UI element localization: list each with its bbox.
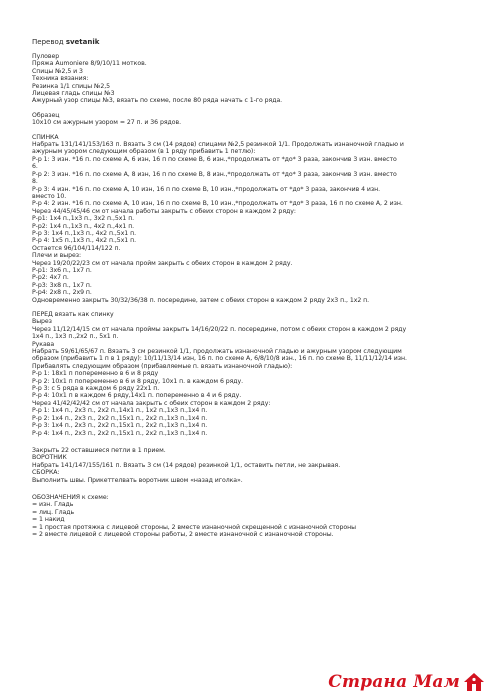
- text-line: вместо 10.: [32, 192, 67, 200]
- text-line: Через 11/12/14/15 см от начала проймы закрыть 14/16/20/22 п. посередине, потом с обеих сторон в каждом 2 ряду: [32, 325, 407, 333]
- text-line: Рукава: [32, 340, 55, 348]
- text-line: ПЕРЕД вязать как спинку: [32, 311, 114, 318]
- text-line: Резинка 1/1 спицы №2,5: [32, 82, 111, 90]
- text-line: Р-р 3: 1х4 п.,1х3 п., 4х2 п.,5х1 п.: [32, 229, 137, 237]
- text-line: Р-р 4: 10х1 п в каждом 6 ряду,14х1 п. попеременно в 4 и 6 ряду.: [32, 392, 242, 400]
- text-line: Пуловер: [32, 53, 60, 60]
- text-line: Прибавлять следующим образом (прибавляемые п. вязать изнаночной гладью):: [32, 362, 293, 370]
- text-line: Р-р2: 4х7 п.: [32, 274, 69, 282]
- text-line: = 2 вместе лицевой с лицевой стороны работы, 2 вместе изнаночной с изнаночной стороны.: [32, 530, 334, 538]
- watermark-text: Страна Мам: [328, 672, 460, 692]
- text-line: 10х10 см ажурным узором = 27 п. и 36 рядов.: [32, 119, 181, 127]
- text-line: Через 19/20/22/23 см от начала пройм закрыть с обеих сторон в каждом 2 ряду.: [32, 259, 293, 267]
- title-prefix: Перевод: [32, 38, 64, 46]
- text-line: Плечи и вырез:: [32, 252, 81, 260]
- text-line: Пряжа Aumoniere 8/9/10/11 мотков.: [32, 60, 147, 68]
- text-line: Спицы №2,5 и 3: [32, 67, 83, 75]
- text-line: = изн. Гладь: [32, 501, 74, 509]
- text-line: Р-р 2: 10х1 п попеременно в 6 и 8 ряду, 10х1 п. в каждом 6 ряду.: [32, 377, 244, 385]
- text-line: образом (прибавить 1 п в 1 ряду): 10/11/13/14 изн, 16 п. по схеме А, 6/8/10/8 изн., 16 п. по схеме В, 11/11/12/14 изн.: [32, 355, 407, 363]
- text-line: Р-р 4: 1х5 п.,1х3 п., 4х2 п.,5х1 п.: [32, 237, 137, 245]
- text-line: Выполнить швы. Прикеттелвать воротник швом «назад иголка».: [32, 476, 243, 484]
- text-line: Р-р3: 3х8 п., 1х7 п.: [32, 281, 92, 289]
- collar-section: [32, 447, 472, 484]
- text-line: = 1 накид: [32, 516, 65, 524]
- document-body: [32, 38, 472, 538]
- text-line: = 1 простая протяжка с лицевой стороны, 2 вместе изнаночной скрещенной с изнаночной стороны: [32, 523, 356, 531]
- doc-title: [32, 38, 472, 47]
- text-line: Через 44/45/45/46 см от начала работы закрыть с обеих сторон в каждом 2 ряду:: [32, 207, 296, 215]
- text-line: СБОРКА:: [32, 469, 60, 477]
- front-section: [32, 311, 472, 437]
- text-line: 1х4 п., 1х3 п.,2х2 п., 5х1 п.: [32, 333, 119, 341]
- text-line: Р-р 4: 2 изн. *16 п. по схеме А, 10 изн, 16 п по схеме В, 10 изн.,*продолжать от *до* 3 раза, 16 п по схеме А, 2 изн.: [32, 200, 403, 208]
- text-line: Р-р1: 1х4 п.,1х3 п., 3х2 п.,5х1 п.: [32, 215, 135, 223]
- text-line: Р-р 1: 18х1 п попеременно в 6 и 8 ряду: [32, 370, 159, 378]
- house-icon: [462, 670, 486, 694]
- legend-section: [32, 494, 472, 538]
- text-line: СПИНКА: [32, 133, 59, 141]
- text-line: Р-р2: 1х4 п.,1х3 п., 4х2 п.,4х1 п.: [32, 222, 135, 230]
- text-line: Техника вязания:: [32, 75, 89, 83]
- text-line: Ажурный узор спицы №3, вязать по схеме, после 80 ряда начать с 1-го ряда.: [32, 97, 283, 105]
- intro-section: [32, 53, 472, 105]
- text-line: Р-р 1: 3 изн. *16 п. по схеме А, 6 изн, 16 п по схеме В, 6 изн.,*продолжать от *до* 3 раза, закончив 3 изн. вместо: [32, 155, 397, 163]
- text-line: Р-р 3: 1х4 п., 2х3 п., 2х2 п.,15х1 п., 2х2 п.,1х3 п.,1х4 п.: [32, 422, 208, 430]
- text-line: Р-р 2: 1х4 п., 2х3 п., 2х2 п.,15х1 п., 2х2 п.,1х3 п.,1х4 п.: [32, 414, 208, 422]
- text-line: Р-р 1: 1х4 п., 2х3 п., 2х2 п.,14х1 п., 1х2 п.,1х3 п.,1х4 п.: [32, 407, 208, 415]
- text-line: Р-р4: 2х8 п., 2х9 п.: [32, 289, 92, 297]
- back-section: [32, 134, 472, 304]
- text-line: Набрать 131/141/153/163 п. Вязать 3 см (14 рядов) спицами №2,5 резинкой 1/1. Продолжать изнаночной гладью и: [32, 141, 404, 149]
- text-line: = лиц. Гладь: [32, 508, 75, 516]
- text-line: Одновременно закрыть 30/32/36/38 п. посередине, затем с обеих сторон в каждом 2 ряду 2х3 п., 1х2 п.: [32, 296, 370, 304]
- text-line: Набрать 59/61/65/67 п. Вязать 3 см резинкой 1/1, продолжать изнаночной гладью и ажурным узором следующим: [32, 348, 402, 356]
- sample-section: [32, 112, 472, 127]
- site-watermark: [328, 669, 486, 695]
- text-line: ОБОЗНАЧЕНИЯ к схеме:: [32, 493, 109, 501]
- text-line: Набрать 141/147/155/161 п. Вязать 3 см (14 рядов) резинкой 1/1, оставить петли, не закрывая.: [32, 461, 341, 469]
- text-line: Р-р 2: 3 изн. *16 п. по схеме А, 8 изн, 16 п по схеме В, 8 изн.,*продолжать от *до* 3 раза, закончив 3 изн. вместо: [32, 170, 397, 178]
- text-line: ВОРОТНИК: [32, 454, 67, 462]
- text-line: Через 41/42/42/42 см от начала закрыть с обеих сторон в каждом 2 ряду:: [32, 399, 271, 407]
- text-line: Р-р 3: 4 изн. *16 п. по схеме А, 10 изн, 16 п по схеме В, 10 изн.,*продолжать от *до* 3 раза, закончив 4 изн.: [32, 185, 381, 193]
- text-line: Образец: [32, 111, 60, 119]
- text-line: Лицевая гладь спицы №3: [32, 90, 115, 98]
- text-line: Закрыть 22 оставшиеся петли в 1 прием.: [32, 446, 166, 454]
- text-line: Остается 96/104/114/122 п.: [32, 244, 121, 252]
- text-line: 6.: [32, 163, 38, 171]
- text-line: ажурным узором следующим образом (в 1 ряду прибавить 1 петлю):: [32, 148, 256, 156]
- text-line: Вырез: [32, 318, 52, 326]
- text-line: Р-р1: 3х6 п., 1х7 п.: [32, 266, 92, 274]
- title-author: svetanik: [65, 38, 100, 46]
- text-line: Р-р 3: с 5 ряда в каждом 6 ряду 22х1 п.: [32, 385, 160, 393]
- text-line: 8.: [32, 178, 38, 186]
- text-line: Р-р 4: 1х4 п., 2х3 п., 2х2 п.,15х1 п., 2х2 п.,1х3 п.,1х4 п.: [32, 429, 208, 437]
